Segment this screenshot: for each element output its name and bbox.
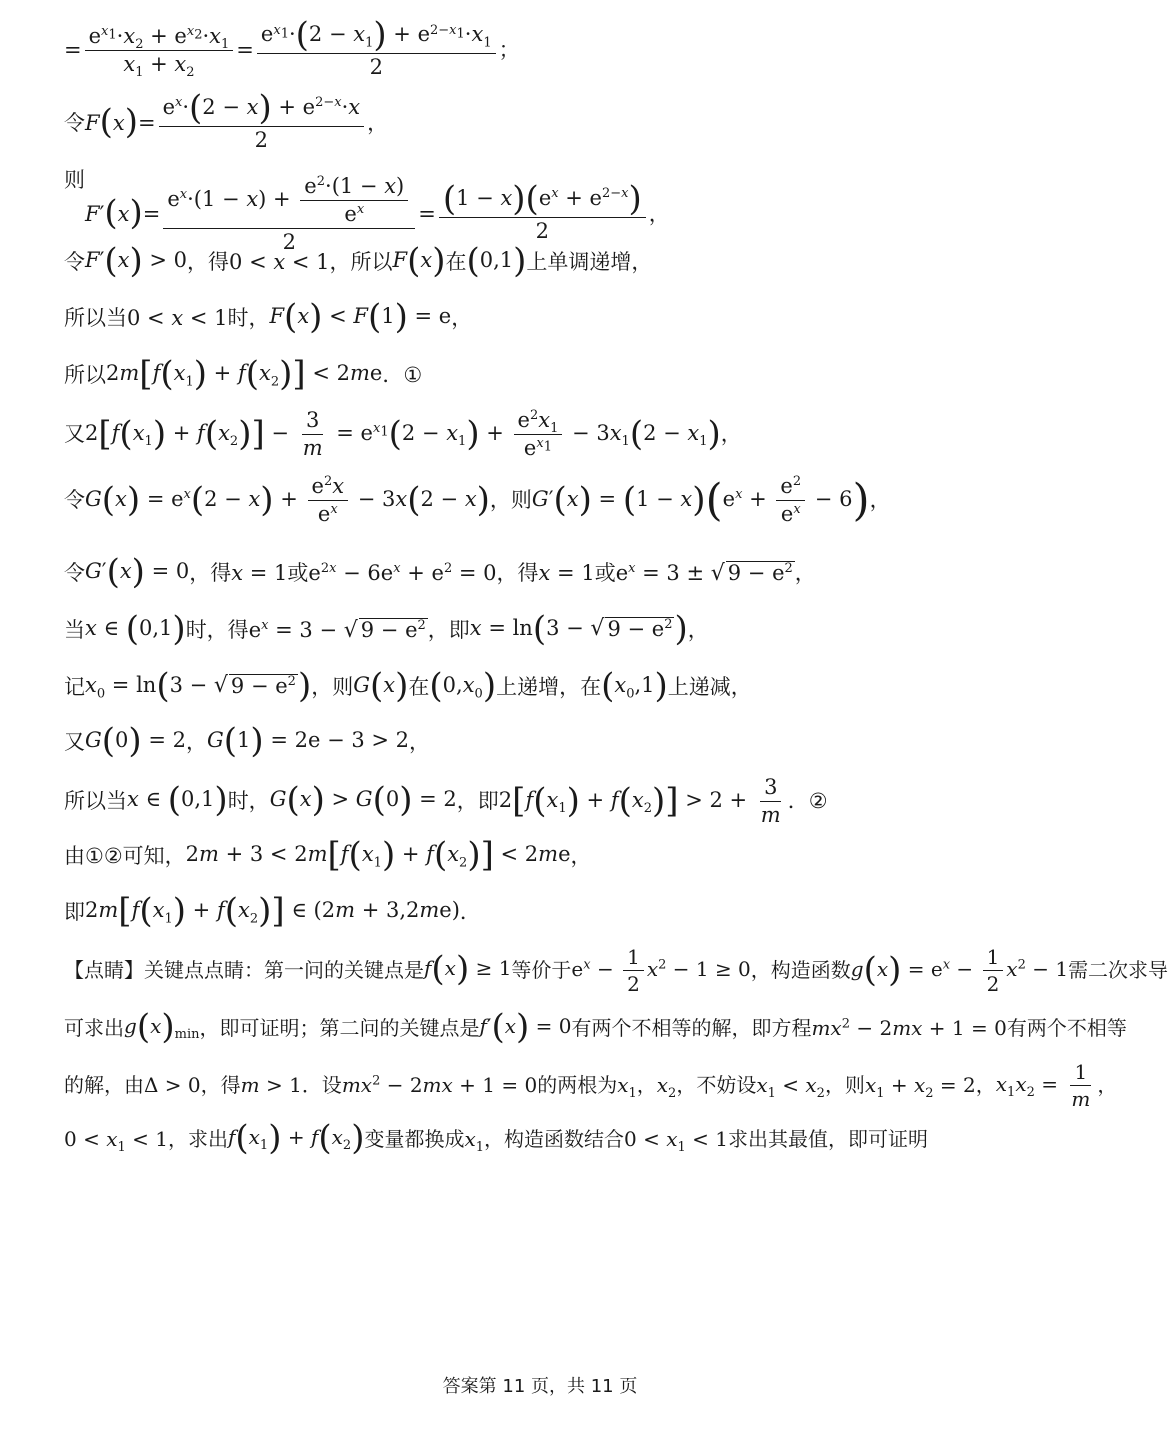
- text-line-7: 又 $2[f(x_1) + f(x_2)]$ − $\frac{3}{m}$ = $e^{x_1}(2 - x_1)$ + $\frac{e^2x_1}{e^{x_1}}$ − $3x_1(2 - x_1)$ ，: [64, 407, 742, 460]
- l10-c: ，即: [427, 617, 470, 642]
- note3-b: ，得: [200, 1073, 241, 1097]
- l6-b: ．: [382, 362, 404, 387]
- text-line-15: 即 $2m[f(x_1) + f(x_2)]$ ∈ (2m + 3,2me) ．: [64, 891, 481, 932]
- note4-b: 变量都换成: [364, 1127, 465, 1151]
- l6-a: 所以: [64, 362, 106, 387]
- l11-b: ，则: [311, 674, 354, 699]
- l14-a: 由①②可知，: [64, 843, 186, 868]
- circled-two-mark: ②: [808, 788, 828, 813]
- note2-a: 可求出: [64, 1016, 124, 1040]
- note2-c: 有两个不相等的解，即方程: [571, 1016, 812, 1040]
- l13-c: ，即: [456, 788, 499, 813]
- text-line-5: 所以当 0 < x < 1 时， F(x) < F(1) = e ，: [64, 297, 473, 338]
- l15-a: 即: [64, 899, 85, 924]
- l5-c: ，: [451, 305, 473, 330]
- note1-b: 等价于: [511, 958, 572, 982]
- l13-a: 所以当: [64, 788, 127, 813]
- l8-a: 令: [64, 487, 85, 512]
- l4-d: 在: [445, 249, 467, 274]
- note3-end: ，: [1097, 1073, 1118, 1097]
- text-line-13: 所以当 x ∈ (0,1) 时， G(x) > G(0) = 2 ，即 $2[f(x_1) + f(x_2)] > 2$ + $\frac{3}{m}$ ． ②: [64, 774, 828, 827]
- note2-b: ，即可证明；第二问的关键点是: [199, 1016, 480, 1040]
- equation-line-1: = $\frac{e^{x_1}\cdot x_2 + e^{x_2}\cdot x_1}{x_1 + x_2}$ = $\frac{e^{x_1}\cdot(2 - x_1) + e^{2-x_1}\cdot x_1}{2}$ ；: [64, 15, 520, 80]
- l11-d: 上递增，在: [496, 674, 602, 699]
- l9-b: ，得: [189, 560, 232, 585]
- line-3-end: ，: [648, 201, 670, 226]
- line-3-prefix: 则: [64, 168, 85, 192]
- l9-d: ，得: [496, 560, 539, 585]
- l9-a: 令: [64, 560, 85, 585]
- note-tag: 【点睛】: [64, 958, 144, 982]
- l10-a: 当: [64, 617, 85, 642]
- l10-b: 时，得: [185, 617, 249, 642]
- text-line-9: 令 G′(x) = 0 ，得 x = 1 或 $e^{2x} - 6e^x + e^2 = 0$ ，得 x = 1 或 $e^x = 3$ ± √ $9 - e^2$ ，: [64, 552, 816, 593]
- l8-b: ，则: [489, 487, 532, 512]
- text-line-14: 由①②可知， $2m + 3 < 2m[f(x_1) + f(x_2)] < 2me$ ，: [64, 835, 592, 876]
- l4-e: 上单调递增，: [526, 249, 653, 274]
- note1-c: ，构造函数: [750, 958, 851, 982]
- note3-a: 的解，由: [64, 1073, 144, 1097]
- text-line-12: 又 G(0) = 2 ， G(1) = 2e − 3 > 2 ，: [64, 721, 431, 762]
- note3-c: ．设: [301, 1073, 342, 1097]
- page-footer: 答案第 11 页，共 11 页: [442, 1376, 638, 1397]
- l13-b: 时，: [227, 788, 270, 813]
- l9-end: ，: [794, 560, 816, 585]
- text-line-11: 记 $x_0 = \ln(3$ − √ $9 - e^2$) ，则 G(x) 在 $(0,x_0)$ 上递增，在 $(x_0,1)$ 上递减，: [64, 666, 752, 707]
- note3-e: ，: [636, 1073, 657, 1097]
- l4-a: 令: [64, 249, 85, 274]
- note4-a: ，求出: [167, 1127, 228, 1151]
- l9-c: 或: [287, 560, 309, 585]
- l7-end: ，: [720, 421, 742, 446]
- note2-d: 有两个不相等: [1006, 1016, 1127, 1040]
- l12-b: ，: [186, 729, 207, 754]
- text-line-6: 所以 $2m[f(x_1) + f(x_2)] < 2me$ ． ①: [64, 354, 423, 395]
- line-2-prefix: 令: [64, 110, 85, 135]
- l9-e: 或: [594, 560, 616, 585]
- equation-line-3: 则 F ′ ( x ) = $e^x\cdot(1 - x)$ + $\frac{e^2\cdot(1 - x)}{e^x}$ 2 = $\frac{(1 - x)(e^x + e^{2-x})}{2}$ ，: [64, 168, 670, 254]
- l8-end: ，: [869, 487, 891, 512]
- text-line-4: 令 F′(x) > 0 ，得 0 < x < 1 ，所以 F(x) 在 (0,1) 上单调递增，: [64, 241, 653, 282]
- l7-a: 又: [64, 421, 85, 446]
- note3-g: ，则: [824, 1073, 865, 1097]
- note-line-4: $0 < x_1 < 1$ ，求出 $f(x_1) + f(x_2)$ 变量都换成 $x_1$ ，构造函数结合 $0 < x_1 < 1$ 求出其最值，即可证明: [64, 1118, 928, 1159]
- note3-h: ，: [975, 1073, 996, 1097]
- l11-a: 记: [64, 674, 85, 699]
- note4-d: 求出其最值，即可证明: [727, 1127, 928, 1151]
- l15-end: ．: [459, 899, 481, 924]
- l12-end: ，: [409, 729, 431, 754]
- circled-one-mark: ①: [403, 362, 423, 387]
- l5-b: 时，: [227, 305, 270, 330]
- l14-end: ，: [570, 843, 592, 868]
- l5-a: 所以当: [64, 305, 127, 330]
- note-line-2: 可求出 $g(x)_{min}$ ，即可证明；第二问的关键点是 f′(x) = 0 有两个不相等的解，即方程 $mx^2 - 2mx + 1 = 0$ 有两个不相等: [64, 1007, 1127, 1048]
- text-line-8: 令 $G(x) = e^x(2 - x)$ + $\frac{e^2x}{e^x}$ − 3x(2 − x) ，则 $G'(x) = (1 - x)(e^x$ + $\frac{e^2}{e^x}$ − 6) ，: [64, 473, 891, 526]
- note3-f: ，不妨设: [676, 1073, 757, 1097]
- l10-end: ，: [687, 617, 709, 642]
- equation-line-2: 令 F ( x ) = $\frac{e^x\cdot(2 - x) + e^{2-x}\cdot x}{2}$ ，: [64, 88, 389, 152]
- note3-d: 的两根为: [537, 1073, 618, 1097]
- l13-d: ．: [787, 788, 809, 813]
- note1-a: 关键点点睛：第一问的关键点是: [144, 958, 424, 982]
- l4-b: ，得: [187, 249, 230, 274]
- l4-c: ，所以: [329, 249, 393, 274]
- text-line-10: 当 x ∈ (0,1) 时，得 $e^x = 3$ − √ $9 - e^2$ ，即 x = ln(3 − √ $9 - e^2$) ，: [64, 609, 709, 650]
- note1-d: 需二次求导: [1068, 958, 1168, 982]
- note-line-1: 【点睛】 关键点点睛：第一问的关键点是 f(x) ≥ 1 等价于 $e^x$ − $\frac{1}{2}$ $x^2 - 1 \ge 0$ ，构造函数 $g(x) = e^x$ − $\frac{1}{2}$ $x^2 - 1$ 需二次求导: [64, 944, 1168, 996]
- l12-a: 又: [64, 729, 85, 754]
- line-2-end: ，: [367, 110, 389, 135]
- line-1-end: ；: [498, 37, 520, 62]
- l11-c: 在: [408, 674, 430, 699]
- note-line-3: 的解，由 Δ > 0 ，得 m > 1 ．设 $mx^2 - 2mx + 1 = 0$ 的两根为 $x_1$ ， $x_2$ ，不妨设 $x_1 < x_2$ ，则 $x_1 + x_2 = 2$ ， $x_1x_2$ = $\frac{1}{m}$ ，: [64, 1059, 1118, 1111]
- l11-e: 上递减，: [667, 674, 752, 699]
- note4-c: ，构造函数结合: [484, 1127, 625, 1151]
